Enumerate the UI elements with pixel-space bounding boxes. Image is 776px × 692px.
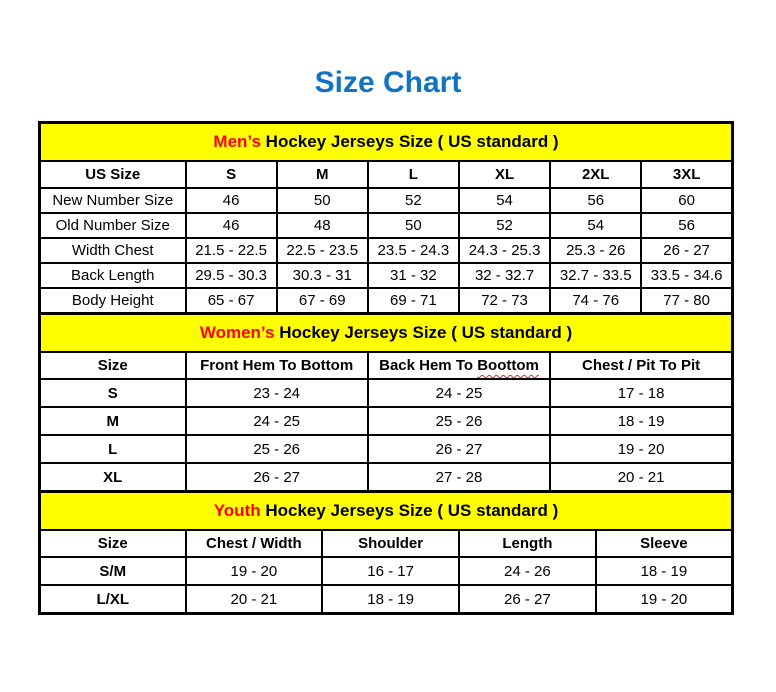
- table-row: [40, 463, 733, 492]
- mens-size-table: [38, 121, 734, 315]
- value-cell: 26 - 27: [368, 435, 550, 463]
- value-cell: 72 - 73: [459, 288, 550, 314]
- column-header: 2XL: [550, 161, 641, 188]
- youth-section-title-rest: Hockey Jerseys Size ( US standard ): [260, 501, 559, 520]
- value-cell: 26 - 27: [459, 585, 596, 614]
- value-cell: 29.5 - 30.3: [186, 263, 277, 288]
- value-cell: 32 - 32.7: [459, 263, 550, 288]
- value-cell: 24.3 - 25.3: [459, 238, 550, 263]
- value-cell: 26 - 27: [641, 238, 732, 263]
- row-label: Width Chest: [40, 238, 186, 263]
- value-cell: 69 - 71: [368, 288, 459, 314]
- column-header: 3XL: [641, 161, 732, 188]
- value-cell: 74 - 76: [550, 288, 641, 314]
- table-row: [40, 585, 733, 614]
- table-row: [40, 288, 733, 314]
- column-header: Chest / Width: [186, 530, 323, 557]
- column-header: Sleeve: [596, 530, 733, 557]
- value-cell: 27 - 28: [368, 463, 550, 492]
- womens-section-title-rest: Hockey Jerseys Size ( US standard ): [274, 323, 573, 342]
- column-header: Back Hem To Boottom: [368, 352, 550, 379]
- column-header: Front Hem To Bottom: [186, 352, 368, 379]
- value-cell: 54: [550, 213, 641, 238]
- column-header: M: [277, 161, 368, 188]
- column-header: US Size: [40, 161, 186, 188]
- row-label: M: [40, 407, 186, 435]
- value-cell: 18 - 19: [322, 585, 459, 614]
- youth-size-table: [38, 490, 734, 615]
- table-row: [40, 379, 733, 407]
- value-cell: 19 - 20: [186, 557, 323, 585]
- value-cell: 24 - 25: [368, 379, 550, 407]
- value-cell: 18 - 19: [550, 407, 732, 435]
- mens-header-row: [40, 161, 733, 188]
- value-cell: 50: [368, 213, 459, 238]
- value-cell: 67 - 69: [277, 288, 368, 314]
- row-label: Old Number Size: [40, 213, 186, 238]
- table-row: [40, 407, 733, 435]
- value-cell: 46: [186, 188, 277, 213]
- womens-section-band: [40, 314, 733, 353]
- table-row: [40, 188, 733, 213]
- column-header: XL: [459, 161, 550, 188]
- value-cell: 18 - 19: [596, 557, 733, 585]
- value-cell: 25 - 26: [186, 435, 368, 463]
- value-cell: 48: [277, 213, 368, 238]
- mens-section-header: [40, 123, 733, 162]
- youth-header-row: [40, 530, 733, 557]
- table-row: [40, 557, 733, 585]
- size-chart-tables: [38, 121, 734, 615]
- value-cell: 25 - 26: [368, 407, 550, 435]
- value-cell: 19 - 20: [550, 435, 732, 463]
- table-row: [40, 263, 733, 288]
- table-row: [40, 238, 733, 263]
- column-header: Shoulder: [322, 530, 459, 557]
- page-title: Size Chart: [314, 66, 462, 99]
- row-label: Back Length: [40, 263, 186, 288]
- row-label: Body Height: [40, 288, 186, 314]
- value-cell: 50: [277, 188, 368, 213]
- womens-header-row: [40, 352, 733, 379]
- value-cell: 23.5 - 24.3: [368, 238, 459, 263]
- womens-section-highlight: Women’s: [199, 323, 275, 342]
- row-label: S/M: [40, 557, 186, 585]
- column-header: Chest / Pit To Pit: [550, 352, 732, 379]
- value-cell: 25.3 - 26: [550, 238, 641, 263]
- value-cell: 31 - 32: [368, 263, 459, 288]
- value-cell: 54: [459, 188, 550, 213]
- youth-section-highlight: Youth: [213, 501, 261, 520]
- value-cell: 20 - 21: [186, 585, 323, 614]
- value-cell: 23 - 24: [186, 379, 368, 407]
- column-header: L: [368, 161, 459, 188]
- table-row: [40, 435, 733, 463]
- value-cell: 60: [641, 188, 732, 213]
- mens-section-highlight: Men’s: [213, 132, 261, 151]
- row-label: New Number Size: [40, 188, 186, 213]
- value-cell: 21.5 - 22.5: [186, 238, 277, 263]
- value-cell: 19 - 20: [596, 585, 733, 614]
- column-header: Length: [459, 530, 596, 557]
- value-cell: 65 - 67: [186, 288, 277, 314]
- value-cell: 20 - 21: [550, 463, 732, 492]
- youth-section-header: [40, 492, 733, 531]
- value-cell: 24 - 26: [459, 557, 596, 585]
- youth-section-band: [40, 492, 733, 531]
- value-cell: 16 - 17: [322, 557, 459, 585]
- value-cell: 52: [368, 188, 459, 213]
- value-cell: 52: [459, 213, 550, 238]
- column-header: Size: [40, 352, 186, 379]
- womens-size-table: [38, 312, 734, 493]
- value-cell: 56: [550, 188, 641, 213]
- value-cell: 26 - 27: [186, 463, 368, 492]
- row-label: L/XL: [40, 585, 186, 614]
- column-header: Size: [40, 530, 186, 557]
- womens-section-header: [40, 314, 733, 353]
- mens-section-title-rest: Hockey Jerseys Size ( US standard ): [260, 132, 559, 151]
- value-cell: 30.3 - 31: [277, 263, 368, 288]
- value-cell: 46: [186, 213, 277, 238]
- value-cell: 17 - 18: [550, 379, 732, 407]
- row-label: XL: [40, 463, 186, 492]
- row-label: S: [40, 379, 186, 407]
- column-header: S: [186, 161, 277, 188]
- misspelled-word: Boottom: [477, 357, 539, 374]
- table-row: [40, 213, 733, 238]
- value-cell: 22.5 - 23.5: [277, 238, 368, 263]
- row-label: L: [40, 435, 186, 463]
- mens-section-band: [40, 123, 733, 162]
- value-cell: 33.5 - 34.6: [641, 263, 732, 288]
- value-cell: 56: [641, 213, 732, 238]
- value-cell: 24 - 25: [186, 407, 368, 435]
- value-cell: 32.7 - 33.5: [550, 263, 641, 288]
- value-cell: 77 - 80: [641, 288, 732, 314]
